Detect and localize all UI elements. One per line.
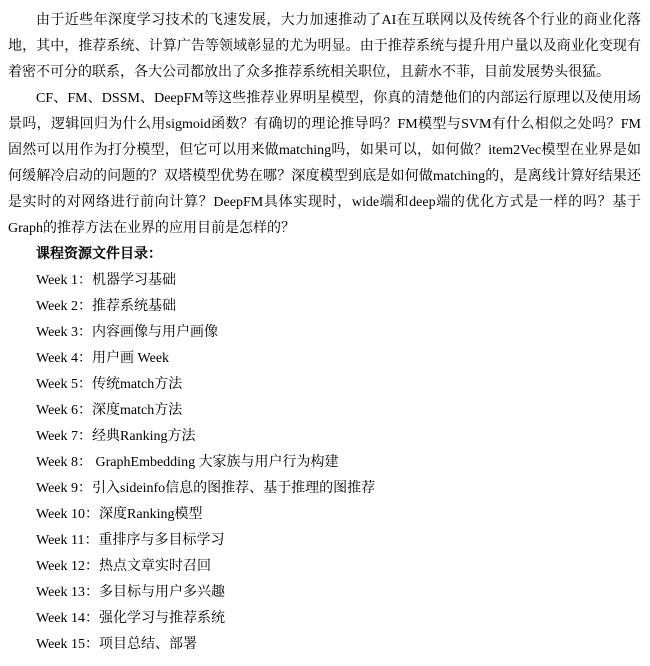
toc-item-week-13 bbox=[8, 580, 641, 606]
week-label: Week 8： bbox=[36, 455, 93, 470]
week-label: Week 14： bbox=[36, 611, 100, 626]
toc-item-week-15 bbox=[8, 632, 641, 658]
toc-item-week-12 bbox=[8, 554, 641, 580]
week-label: Week 13： bbox=[36, 585, 100, 600]
toc-item-week-1 bbox=[8, 268, 641, 294]
week-label: Week 6： bbox=[36, 403, 93, 418]
week-title: 机器学习基础 bbox=[92, 273, 177, 288]
toc-heading: 课程资源文件目录： bbox=[36, 247, 162, 262]
week-title: 多目标与用户多兴趣 bbox=[99, 585, 226, 600]
week-title: 深度match方法 bbox=[92, 403, 183, 418]
week-title: 热点文章实时召回 bbox=[99, 559, 212, 574]
toc-item-week-11 bbox=[8, 528, 641, 554]
questions-paragraph: CF、FM、DSSM、DeepFM等这些推荐业界明星模型，你真的清楚他们的内部运行原理以及使用场景吗，逻辑回归为什么用sigmoid函数？有确切的理论推导吗？FM模型与SVM有什么相似之处吗？FM固然可以用作为打分模型，但它可以用来做matching吗，如果可以，如何做？item2Vec模型在业界是如何缓解冷启动的问题的？双塔模型优势在哪？深度模型到底是如何做matching的，是离线计算好结果还是实时的对网络进行前向计算？DeepFM具体实现时，wide端和deep端的优化方式是一样的吗？基于Graph的推荐方法在业界的应用目前是怎样的？ bbox=[8, 91, 641, 236]
week-label: Week 7： bbox=[36, 429, 93, 444]
week-title: 强化学习与推荐系统 bbox=[99, 611, 226, 626]
toc-item-week-3 bbox=[8, 320, 641, 346]
toc-item-week-14 bbox=[8, 606, 641, 632]
toc-item-week-8 bbox=[8, 450, 641, 476]
week-title: 引入sideinfo信息的图推荐、基于推理的图推荐 bbox=[92, 481, 376, 496]
toc-item-week-9 bbox=[8, 476, 641, 502]
week-label: Week 11： bbox=[36, 533, 99, 548]
toc-item-week-7 bbox=[8, 424, 641, 450]
week-label: Week 15： bbox=[36, 637, 100, 652]
week-title: 推荐系统基础 bbox=[92, 299, 177, 314]
week-title: 项目总结、部署 bbox=[99, 637, 198, 652]
week-label: Week 10： bbox=[36, 507, 100, 522]
intro-paragraph: 由于近些年深度学习技术的飞速发展，大力加速推动了AI在互联网以及传统各个行业的商业化落地，其中，推荐系统、计算广告等领域彰显的尤为明显。由于推荐系统与提升用户量以及商业化变现有着密不可分的联系，各大公司都放出了众多推荐系统相关职位，且薪水不菲，目前发展势头很猛。 bbox=[8, 13, 641, 80]
week-label: Week 2： bbox=[36, 299, 93, 314]
week-title: 内容画像与用户画像 bbox=[92, 325, 219, 340]
toc-item-week-10 bbox=[8, 502, 641, 528]
toc-item-week-5 bbox=[8, 372, 641, 398]
week-title: 深度Ranking模型 bbox=[99, 507, 203, 522]
week-title: 经典Ranking方法 bbox=[92, 429, 196, 444]
toc-item-week-4 bbox=[8, 346, 641, 372]
week-label: Week 4： bbox=[36, 351, 93, 366]
toc-item-week-6 bbox=[8, 398, 641, 424]
week-title: 传统match方法 bbox=[92, 377, 183, 392]
week-title: GraphEmbedding 大家族与用户行为构建 bbox=[92, 455, 339, 470]
week-title: 重排序与多目标学习 bbox=[98, 533, 225, 548]
week-label: Week 12： bbox=[36, 559, 100, 574]
week-title: 用户画 Week bbox=[92, 351, 170, 366]
week-label: Week 3： bbox=[36, 325, 93, 340]
week-label: Week 1： bbox=[36, 273, 93, 288]
week-label: Week 5： bbox=[36, 377, 93, 392]
week-label: Week 9： bbox=[36, 481, 93, 496]
toc-item-week-2 bbox=[8, 294, 641, 320]
